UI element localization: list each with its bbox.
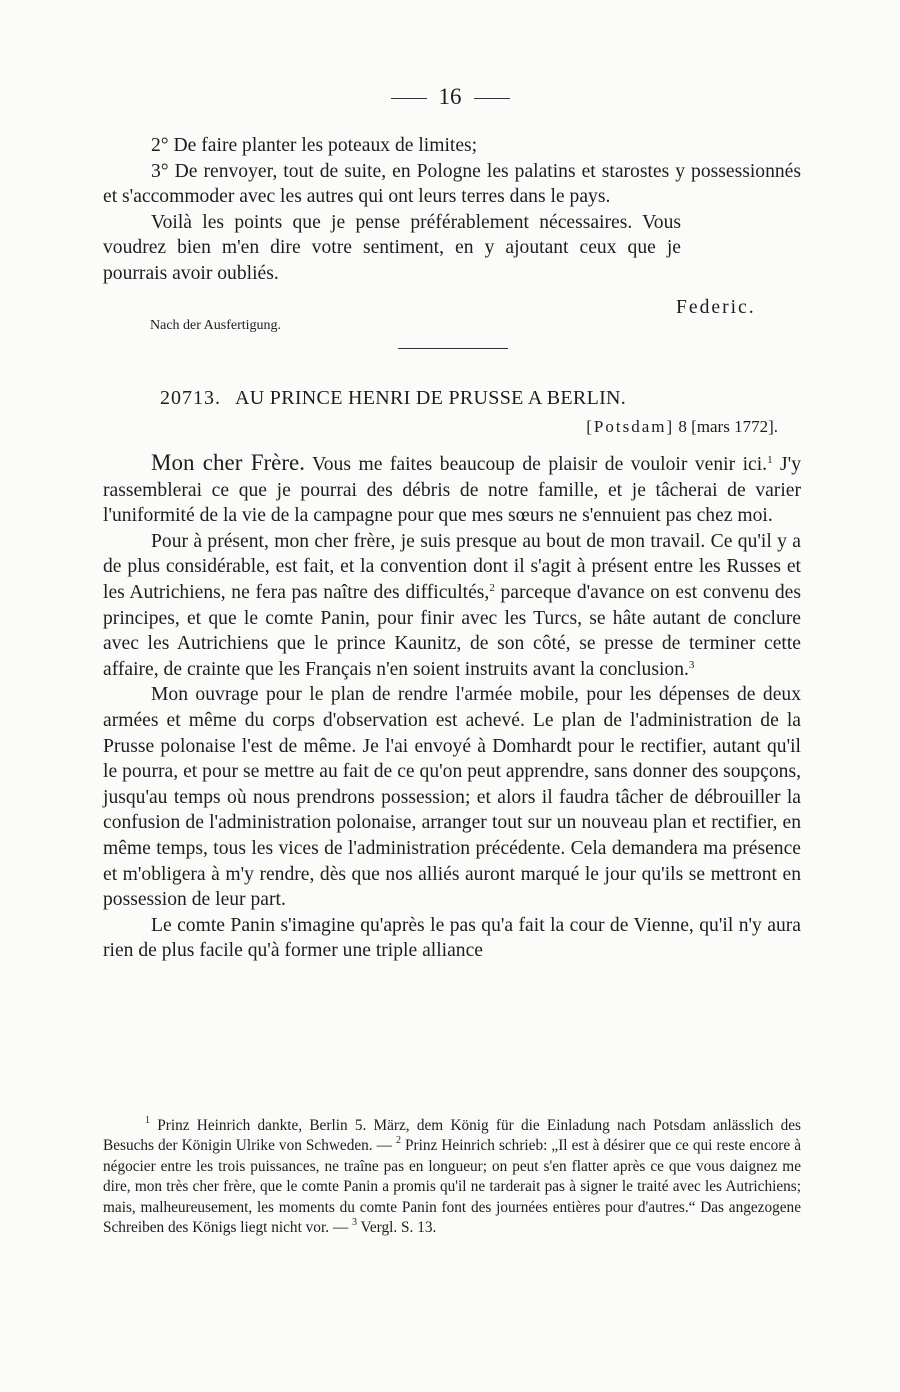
letter-date-text: 8 [mars 1772]. xyxy=(678,417,778,436)
salutation: Mon cher Frère. xyxy=(151,450,305,475)
signature: Federic. xyxy=(676,297,756,318)
letter-number: 20713. xyxy=(160,387,221,409)
footnote-ref-3: 3 xyxy=(688,658,695,671)
letter-place: [Potsdam] xyxy=(586,417,675,436)
closing-paragraph: Voilà les points que je pense préférablement nécessaires. Vous voudrez bien m'en dire votre sentiment, en y ajoutant ceux que je pourrais avoir oubliés. xyxy=(103,211,681,284)
footnotes xyxy=(103,1116,801,1238)
footnote-mark-3: 3 xyxy=(351,1217,357,1229)
previous-letter-ending xyxy=(103,133,801,287)
point-2: 2° De faire planter les poteaux de limites; xyxy=(151,135,478,156)
point-3: 3° De renvoyer, tout de suite, en Pologne les palatins et starostes y possessionnés et s'accommoder avec les autres qui ont leurs terres dans le pays. xyxy=(103,160,801,208)
header-dash-left xyxy=(391,98,427,99)
footnote-ref-1: 1 xyxy=(767,454,773,466)
footnote-block xyxy=(103,1116,801,1238)
letter-body xyxy=(103,450,801,964)
letter-paragraph-1: Mon cher Frère. Vous me faites beaucoup de plaisir de vouloir venir ici.$^1$ J'y rassemblerai ce que je pourrai des débris de notre famille, et je tâcherai de varier l'uniformité de la vie de la campagne pour que mes sœurs ne s'ennuient pas chez moi. xyxy=(103,450,801,527)
footnote-mark-1: 1 xyxy=(145,1115,150,1126)
footnote-ref-2: 2 xyxy=(489,581,495,594)
footnote-2: Prinz Heinrich schrieb: „Il est à désirer que ce qui reste encore à négocier entre les trois puissances, ne traîne pas en longueur; on peut s'en flatter après ce que vous daignez me dire, mon très cher frère, que le comte Panin a promis qu'il ne tarderait pas à signer le traité avec les Autrichiens; mais, malheureusement, les moments du comte Panin font des journées entières pour d'autres.“ Das angezogene Schreiben des Königs liegt nicht vor. — xyxy=(103,1137,801,1237)
letter-paragraph-4: Le comte Panin s'imagine qu'après le pas qu'a fait la cour de Vienne, qu'il n'y aura rien de plus facile qu'à former une triple alliance xyxy=(103,914,801,962)
separator-rule xyxy=(398,348,508,349)
footnote-1: Prinz Heinrich dankte, Berlin 5. März, dem König für die Einladung nach Potsdam anlässlich des Besuchs der Königin Ulrike von Schweden. — xyxy=(103,1117,802,1155)
page-header xyxy=(0,84,900,110)
footnote-3: Vergl. S. 13. xyxy=(360,1219,437,1237)
source-note: Nach der Ausfertigung. xyxy=(150,318,282,333)
letter-title: AU PRINCE HENRI DE PRUSSE A BERLIN. xyxy=(235,387,627,409)
footnote-mark-2: 2 xyxy=(396,1135,401,1147)
header-dash-right xyxy=(474,98,510,99)
letter-paragraph-3: Mon ouvrage pour le plan de rendre l'armée mobile, pour les dépenses de deux armées et même du corps d'observation est achevé. Le plan de l'administration de la Prusse polonaise l'est de même. Je l'ai envoyé à Domhardt pour le rectifier, autant qu'il le pourra, et pour se mettre au fait de ce qu'on peut apprendre, sans donner des soupçons, jusqu'au temps où nous prendrons possession; et alors il faudra tâcher de débrouiller la confusion de l'administration polonaise, arranger tout sur un nouveau plan et rectifier, en même temps, tous les vices de l'administration précédente. Cela demandera ma présence et m'obligera à m'y rendre, dès que nos alliés auront marqué le jour qu'ils se mettront en possession de leur part. xyxy=(103,684,801,911)
letter-heading xyxy=(160,387,626,410)
letter-date xyxy=(586,417,778,437)
page-number: 16 xyxy=(438,84,462,109)
letter-paragraph-2: Pour à présent, mon cher frère, je suis presque au bout de mon travail. Ce qu'il y a de plus considérable, est fait, et la convention dont il s'agit à présent entre les Russes et les Autrichiens, ne fera pas naître des difficultés,$^2$ parceque d'avance on est convenu des principes, et que le comte Panin, pour finir avec les Turcs, se hâte autant de conclure avec les Autrichiens que le prince Kaunitz, de son côté, se presse de terminer cette affaire, de crainte que les Français n'en soient instruits avant la conclusion.$^3$ xyxy=(103,530,801,680)
